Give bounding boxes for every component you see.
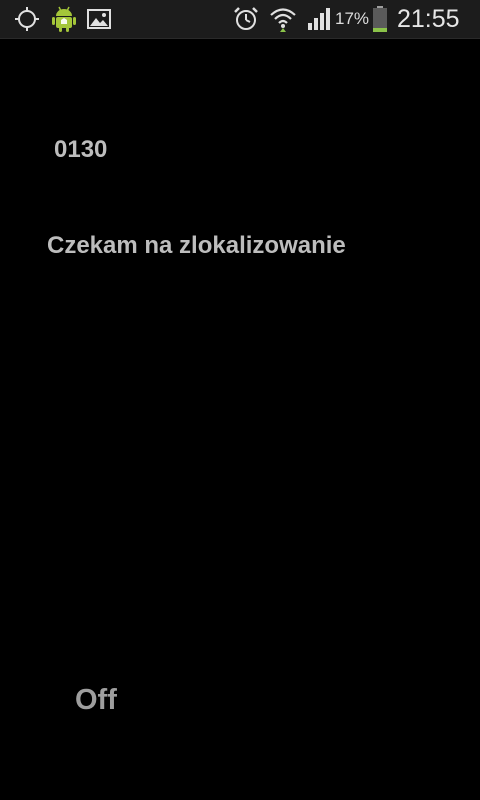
location-status-message: Czekam na zlokalizowanie <box>47 232 346 259</box>
off-toggle[interactable]: Off <box>75 684 117 716</box>
clock: 21:55 <box>397 5 460 33</box>
android-debug-icon <box>50 0 78 38</box>
battery-icon <box>370 0 390 38</box>
signal-icon <box>306 0 332 38</box>
battery-percent: 17% <box>335 9 370 28</box>
wifi-icon <box>268 0 298 38</box>
alarm-icon <box>232 0 260 38</box>
gallery-icon <box>86 0 112 38</box>
code-label: 0130 <box>54 136 108 163</box>
gps-icon <box>12 0 42 38</box>
status-bar <box>0 0 480 39</box>
